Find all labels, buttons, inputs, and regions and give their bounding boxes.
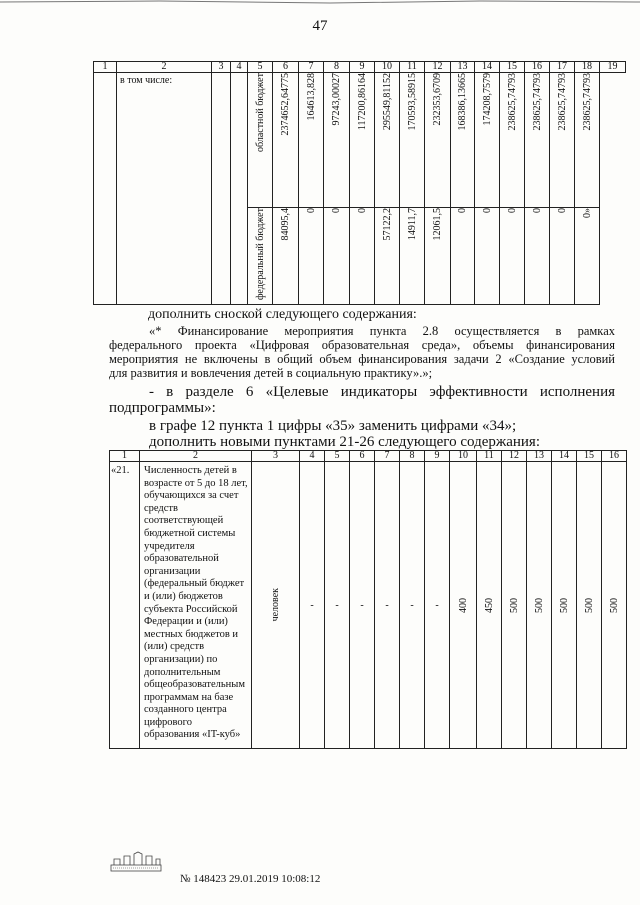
column-number: 4 [231, 62, 248, 73]
federal-budget-value: 0» [581, 208, 593, 218]
regional-budget-value: 238625,74793 [506, 73, 518, 131]
empty-value: - [425, 462, 450, 749]
column-number: 8 [400, 451, 425, 462]
column-number: 13 [527, 451, 552, 462]
column-number: 1 [94, 62, 117, 73]
column-number: 5 [325, 451, 350, 462]
regional-budget-value: 170593,58915 [406, 73, 418, 131]
column-number: 12 [502, 451, 527, 462]
item-number: «21. [110, 462, 140, 749]
column-number: 12 [425, 62, 451, 73]
unit-label: человек [270, 588, 281, 622]
column-number: 6 [350, 451, 375, 462]
regional-budget-value: 295549,81152 [381, 73, 393, 131]
column-number: 7 [375, 451, 400, 462]
budget-table [93, 61, 626, 305]
column-number: 4 [300, 451, 325, 462]
indicator-value: 500 [583, 597, 595, 613]
column-number: 13 [451, 62, 475, 73]
regional-budget-value: 174208,7579 [481, 73, 493, 126]
column-number: 18 [575, 62, 600, 73]
federal-budget-value: 0 [331, 208, 342, 213]
empty-value: - [350, 462, 375, 749]
table-row [94, 73, 626, 208]
federal-budget-value: 0 [457, 208, 468, 213]
regional-budget-value: 238625,74793 [531, 73, 543, 131]
regional-budget-value: 232353,6709 [432, 73, 443, 126]
paragraph-footnote-intro: дополнить сноской следующего содержания: [148, 307, 417, 322]
column-number: 6 [273, 62, 299, 73]
empty-value: - [325, 462, 350, 749]
column-number: 2 [117, 62, 212, 73]
indicator-value: 500 [533, 597, 545, 613]
regional-budget-value: 117200,86164 [356, 73, 368, 131]
paragraph-add-items: дополнить новыми пунктами 21-26 следующего содержания: [149, 434, 540, 450]
federal-budget-value: 84095,4 [280, 208, 291, 241]
paragraph-replace: в графе 12 пункта 1 цифры «35» заменить цифрами «34»; [149, 418, 517, 434]
empty-value: - [300, 462, 325, 749]
page-number: 47 [312, 18, 328, 34]
scan-edge [0, 0, 640, 6]
table-row [110, 462, 627, 749]
indicator-description: Численность детей в возрасте от 5 до 18 лет, обучающихся за счет средств соответствующей бюджетной системы учредителя образовательной организации (федеральный бюджет и (или) бюджетов субъекта Российской Федерации и (или) местных бюджетов и (или) средств организации) по дополнительным общеобразовательным программам на базе созданного центра цифрового образования «IT-куб» [140, 462, 252, 749]
empty-value: - [375, 462, 400, 749]
column-number: 19 [600, 62, 626, 73]
column-number: 16 [525, 62, 550, 73]
regional-budget-value: 238625,74793 [556, 73, 568, 131]
federal-budget-value: 0 [305, 208, 317, 213]
empty-value: - [400, 462, 425, 749]
column-number: 16 [602, 451, 627, 462]
paragraph-footnote: «* Финансирование мероприятия пункта 2.8 осуществляется в рамках федерального проекта «Цифровая образовательная среда», объемы финансирования мероприятия не включены в общий объем финансирования задачи 2 «Создание условий для развития и вовлечения детей в социальную практику».»; [109, 324, 615, 380]
column-number: 9 [350, 62, 375, 73]
registration-stamp-icon [110, 851, 162, 873]
indicators-table [109, 450, 627, 749]
column-number: 5 [248, 62, 273, 73]
column-number: 8 [324, 62, 350, 73]
regional-budget-value: 164613,828 [305, 73, 317, 121]
row-label: в том числе: [117, 73, 212, 305]
regional-budget-value: 238625,74793 [581, 73, 593, 131]
column-number: 11 [477, 451, 502, 462]
federal-budget-value: 57122,2 [381, 208, 393, 241]
federal-budget-value: 0 [531, 208, 543, 213]
column-number: 11 [400, 62, 425, 73]
federal-budget-value: 0 [481, 208, 493, 213]
column-number: 1 [110, 451, 140, 462]
column-number: 2 [140, 451, 252, 462]
federal-budget-value: 0 [556, 208, 568, 213]
budget-label: областной бюджет [254, 73, 266, 153]
table-header-row [110, 451, 627, 462]
column-number: 15 [500, 62, 525, 73]
regional-budget-value: 97243,00027 [331, 73, 342, 126]
column-number: 10 [375, 62, 400, 73]
column-number: 15 [577, 451, 602, 462]
column-number: 9 [425, 451, 450, 462]
regional-budget-value: 2374652,64775 [280, 73, 291, 136]
document-registration-footer: № 148423 29.01.2019 10:08:12 [180, 873, 321, 885]
column-number: 10 [450, 451, 477, 462]
indicator-value: 400 [457, 597, 469, 613]
indicator-value: 500 [508, 597, 520, 613]
indicator-value: 450 [483, 597, 495, 613]
column-number: 3 [212, 62, 231, 73]
paragraph-section6: - в разделе 6 «Целевые индикаторы эффективности исполнения подпрограммы»: [109, 384, 615, 416]
federal-budget-value: 12061,5 [432, 208, 443, 241]
regional-budget-value: 168386,13665 [457, 73, 468, 131]
federal-budget-value: 14911,7 [406, 208, 418, 241]
federal-budget-value: 0 [356, 208, 368, 213]
budget-label: федеральный бюджет [254, 208, 266, 301]
indicator-value: 500 [608, 597, 620, 613]
indicator-value: 500 [558, 597, 570, 613]
table-header-row [94, 62, 626, 73]
federal-budget-value: 0 [506, 208, 518, 213]
column-number: 3 [252, 451, 300, 462]
column-number: 17 [550, 62, 575, 73]
column-number: 7 [299, 62, 324, 73]
column-number: 14 [475, 62, 500, 73]
column-number: 14 [552, 451, 577, 462]
